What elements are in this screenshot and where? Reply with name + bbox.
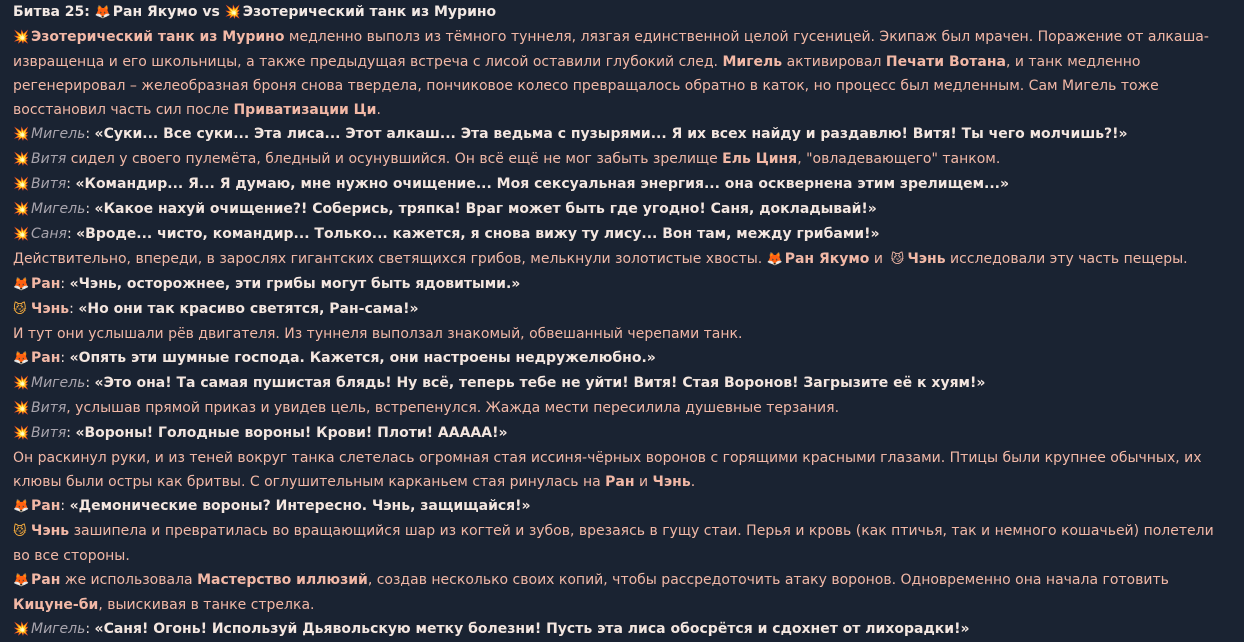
skill-name: Печати Вотана <box>885 54 1006 70</box>
battle-title <box>13 0 1231 25</box>
explosion-icon: 💥 <box>13 127 30 142</box>
speaker-name: Чэнь <box>31 301 70 317</box>
dialogue-text: «Командир... Я... Я думаю, мне нужно очищение... Моя сексуальная энергия... она осквернена этим зрелищем...» <box>75 176 1010 192</box>
cat-icon: 😼 <box>890 252 905 267</box>
explosion-icon: 💥 <box>13 376 30 391</box>
name-tank: Эзотерический танк из Мурино <box>31 29 285 45</box>
speaker-name: Мигель <box>31 201 86 217</box>
narration-text: , и танк медленно регенерировал – желеобразная броня снова твердела, пончиковое колесо превращалось обратно в каток, но процесс был медленным. Сам Мигель тоже восстановил часть сил после <box>13 54 1159 118</box>
name-chen: Чэнь <box>652 474 691 490</box>
fox-icon: 🦊 <box>13 499 30 514</box>
skill-name: Мастерство иллюзий <box>197 572 368 588</box>
vs-label: vs <box>202 4 220 20</box>
explosion-icon: 💥 <box>224 5 241 20</box>
narration-line <box>13 322 1231 346</box>
narration-text: медленно выполз из тёмного туннеля, лязгая единственной целой гусеницей. Экипаж был мрачен. Поражение от алкаша-извращенца и его школьницы, а также предыдущая встреча с лисой оставили глубокий след. <box>13 29 1209 70</box>
narration-text: и <box>634 474 653 490</box>
dialogue-line: 💥 Мигель: «Саня! Огонь! Используй Дьявольскую метку болезни! Пусть эта лиса обосрётся и сдохнет от лихорадки!» <box>13 617 1231 642</box>
speaker-name: Мигель <box>31 621 86 637</box>
speaker-name: Мигель <box>31 126 86 142</box>
name-ran-yakumo: Ран Якумо <box>784 251 870 267</box>
cat-icon: 😼 <box>13 524 27 539</box>
narration-text: Он раскинул руки, и из теней вокруг танка слетелась огромная стая иссиня-чёрных воронов с горящими красными глазами. Птицы были крупнее обычных, их клювы были остры как бритвы. С оглушительным карканьем стая ринулась на <box>13 450 1202 490</box>
fox-icon: 🦊 <box>13 351 30 366</box>
dialogue-text: «Опять эти шумные господа. Кажется, они настроены недружелюбно.» <box>69 350 656 366</box>
speaker-name: Витя <box>31 176 67 192</box>
dialogue-line: 🦊 Ран: «Демонические вороны? Интересно. Чэнь, защищайся!» <box>13 494 1231 519</box>
narration-paragraph <box>13 519 1231 568</box>
speaker-name: Ран <box>31 498 61 514</box>
narration-text: исследовали эту часть пещеры. <box>945 251 1188 267</box>
dialogue-line: 💥 Витя: «Командир... Я... Я думаю, мне нужно очищение... Моя сексуальная энергия... она осквернена этим зрелищем...» <box>13 172 1231 197</box>
skill-name: Стая Воронов <box>682 375 793 391</box>
speaker-name: Ран <box>31 572 61 588</box>
speaker-name: Витя <box>31 151 67 167</box>
dialogue-text: «Какое нахуй очищение?! Соберись, тряпка! Враг может быть где угодно! Саня, докладывай!» <box>94 201 877 217</box>
speaker-name: Витя <box>31 425 67 441</box>
skill-name: Приватизации Ци <box>233 102 377 118</box>
speaker-name: Ран <box>31 350 61 366</box>
narration-text: зашипела и превратилась во вращающийся шар из когтей и зубов, врезаясь в гущу стаи. Перья и кровь (как птичья, так и немного кошачьей) полетели во все стороны. <box>13 523 1214 564</box>
dialogue-text: ! Пусть эта лиса обосрётся и сдохнет от лихорадки!» <box>534 621 970 637</box>
dialogue-line: 💥 Саня: «Вроде... чисто, командир... Только... кажется, я снова вижу ту лису... Вон там, между грибами!» <box>13 222 1231 247</box>
dialogue-line: 💥 Мигель: «Это она! Та самая пушистая блядь! Ну всё, теперь тебе не уйти! Витя! Стая Воронов! Загрызите её к хуям!» <box>13 371 1231 396</box>
dialogue-line: 😼 Чэнь: «Но они так красиво светятся, Ран-сама!» <box>13 297 1231 322</box>
narration-line <box>13 396 1231 421</box>
narration-text: активировал <box>782 54 886 70</box>
narration-text: . <box>376 102 381 118</box>
name-ran: Ран <box>605 474 635 490</box>
name-bold: Ель Циня <box>722 151 798 167</box>
narration-line <box>13 247 1231 272</box>
explosion-icon: 💥 <box>13 177 30 192</box>
narration-text: , "овладевающего" танком. <box>797 151 1001 167</box>
dialogue-text: «Чэнь, осторожнее, эти грибы могут быть ядовитыми.» <box>69 276 521 292</box>
dialogue-line: 💥 Мигель: «Какое нахуй очищение?! Соберись, тряпка! Враг может быть где угодно! Саня, докладывай!» <box>13 197 1231 222</box>
fighter-ran: Ран Якумо <box>112 4 198 20</box>
speaker-name: Саня <box>31 226 67 242</box>
speaker-name: Витя <box>31 400 67 416</box>
explosion-icon: 💥 <box>13 227 30 242</box>
narration-text: , создав несколько своих копий, чтобы рассредоточить атаку воронов. Одновременно она начала готовить <box>367 572 1169 588</box>
dialogue-text: «Вроде... чисто, командир... Только... кажется, я снова вижу ту лису... Вон там, между грибами!» <box>76 226 880 242</box>
skill-name: Кицуне-би <box>13 597 99 613</box>
cat-icon: 😼 <box>13 302 27 317</box>
battle-number: Битва 25: <box>13 4 90 20</box>
dialogue-text: «Но они так красиво светятся, Ран-сама!» <box>78 301 419 317</box>
speaker-name: Ран <box>31 276 61 292</box>
dialogue-text: «Вороны! Голодные вороны! Крови! Плоти! ААААА!» <box>75 425 508 441</box>
explosion-icon: 💥 <box>13 30 30 45</box>
explosion-icon: 💥 <box>13 202 30 217</box>
fox-icon: 🦊 <box>13 573 30 588</box>
dialogue-text: «Саня! Огонь! Используй <box>94 621 303 637</box>
narration-text: сидел у своего пулемёта, бледный и осунувшийся. Он всё ещё не мог забыть зрелище <box>66 151 723 167</box>
skill-name: Дьявольскую метку болезни <box>302 621 535 637</box>
narration-paragraph <box>13 25 1231 122</box>
fox-icon: 🦊 <box>766 252 783 267</box>
dialogue-text: «Суки... Все суки... Эта лиса... Этот алкаш... Эта ведьма с пузырями... Я их всех найду и раздавлю! Витя! Ты чего молчишь?!» <box>94 126 1128 142</box>
dialogue-line: 💥 Витя: «Вороны! Голодные вороны! Крови! Плоти! ААААА!» <box>13 421 1231 446</box>
narration-text: . <box>690 474 696 490</box>
dialogue-line: 🦊 Ран: «Чэнь, осторожнее, эти грибы могут быть ядовитыми.» <box>13 272 1231 297</box>
explosion-icon: 💥 <box>13 426 30 441</box>
dialogue-text: «Демонические вороны? Интересно. Чэнь, защищайся!» <box>69 498 531 514</box>
narration-text: , выискивая в танке стрелка. <box>98 597 315 613</box>
speaker-name: Чэнь <box>31 523 70 539</box>
narration-text: , услышав прямой приказ и увидев цель, встрепенулся. Жажда мести пересилила душевные терзания. <box>66 400 840 416</box>
narration-text: Действительно, впереди, в зарослях гигантских светящихся грибов, мелькнули золотистые хвосты. <box>13 251 767 267</box>
dialogue-text: ! Загрызите её к хуям!» <box>792 375 986 391</box>
fighter-tank: Эзотерический танк из Мурино <box>242 4 497 20</box>
narration-text: и <box>869 251 888 267</box>
narration-paragraph <box>13 568 1231 617</box>
explosion-icon: 💥 <box>13 622 30 637</box>
explosion-icon: 💥 <box>13 152 30 167</box>
fox-icon: 🦊 <box>13 277 30 292</box>
fox-icon: 🦊 <box>94 5 111 20</box>
dialogue-text: «Это она! Та самая пушистая блядь! Ну всё, теперь тебе не уйти! Витя! <box>94 375 683 391</box>
dialogue-line: 💥 Мигель: «Суки... Все суки... Эта лиса... Этот алкаш... Эта ведьма с пузырями... Я их всех найду и раздавлю! Витя! Ты чего молчишь?!» <box>13 122 1231 147</box>
narration-line <box>13 147 1231 172</box>
explosion-icon: 💥 <box>13 401 30 416</box>
name-chen: Чэнь <box>907 251 946 267</box>
narration-paragraph <box>13 446 1231 494</box>
speaker-name: Мигель <box>31 375 86 391</box>
name-miguel: Мигель <box>722 54 783 70</box>
dialogue-line: 🦊 Ран: «Опять эти шумные господа. Кажется, они настроены недружелюбно.» <box>13 346 1231 371</box>
narration-text: И тут они услышали рёв двигателя. Из туннеля выползал знакомый, обвешанный черепами танк. <box>13 326 743 342</box>
narration-text: же использовала <box>60 572 198 588</box>
